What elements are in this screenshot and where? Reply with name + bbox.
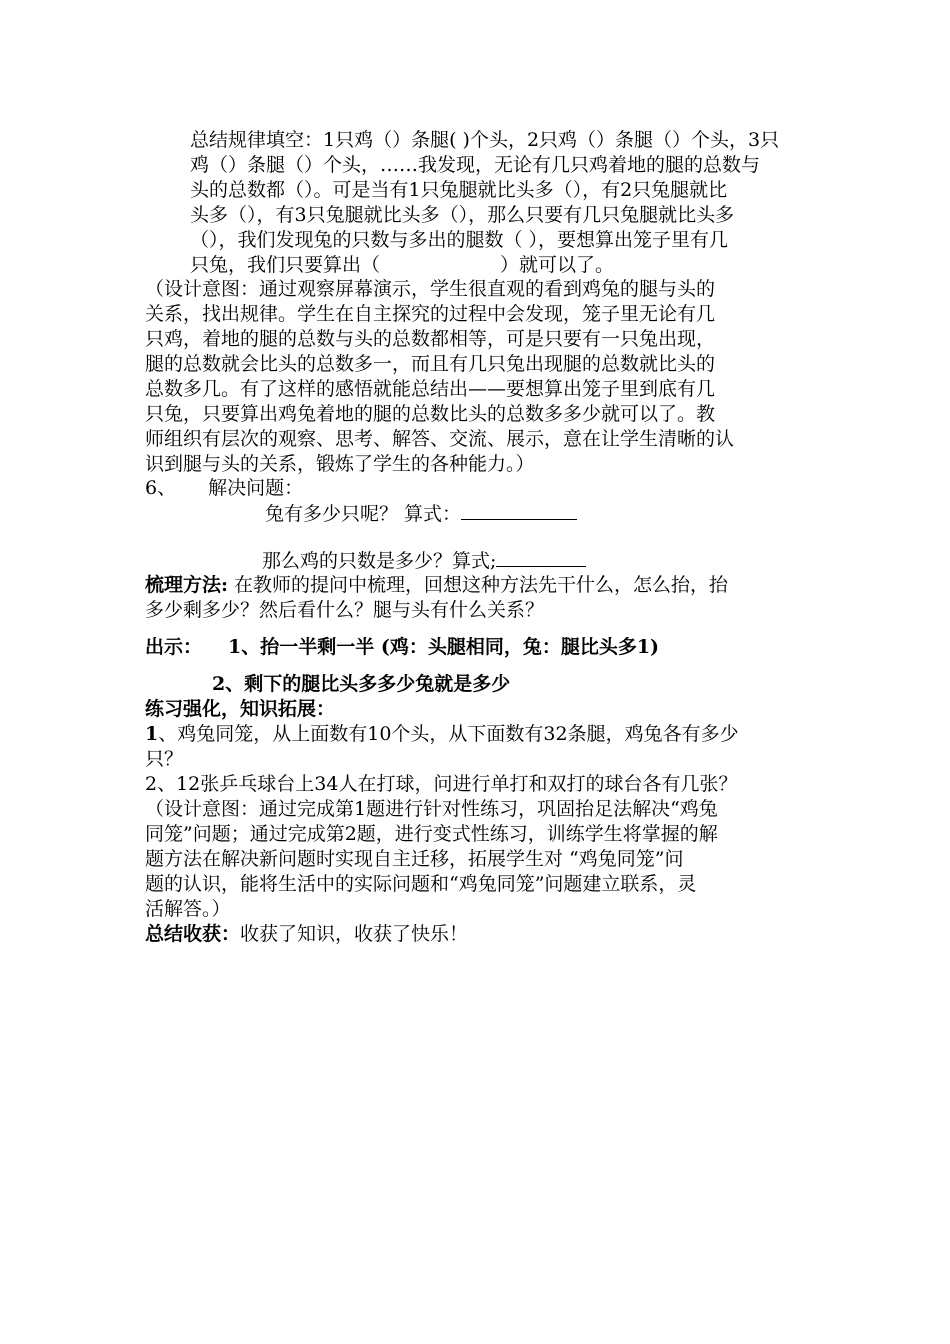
design-intent-1-line-3: 只鸡，着地的腿的总数与头的总数都相等，可是只要有一只兔出现， (145, 328, 716, 350)
summary-fill-line-1: 总结规律填空：1只鸡（）条腿( )个头，2只鸡（）条腿（）个头，3只 (190, 129, 780, 151)
rabbit-answer-line (461, 501, 577, 520)
design-intent-2-line-4: 题的认识，能将生活中的实际问题和“鸡兔同笼”问题建立联系，灵 (145, 873, 697, 895)
summary-fill-line-2: 鸡（）条腿（）个头，……我发现，无论有几只鸡着地的腿的总数与 (190, 154, 761, 176)
design-intent-2-line-1: （设计意图：通过完成第1题进行针对性练习，巩固抬足法解决“鸡兔 (145, 798, 718, 820)
chicken-answer-line (496, 548, 586, 567)
summary-line (145, 922, 468, 946)
practice-q1-line-2: 只？ (145, 748, 184, 770)
summary-fill-line-3: 头的总数都（）。可是当有1只兔腿就比头多（），有2只兔腿就比 (190, 179, 728, 201)
practice-q1-text: 、鸡兔同笼，从上面数有10个头，从下面数有32条腿，鸡兔各有多少 (158, 723, 739, 745)
show-item-2: 2、剩下的腿比头多多少兔就是多少 (212, 673, 511, 695)
step-6-title: 解决问题： (208, 477, 304, 499)
practice-q1-number: 1 (145, 723, 159, 745)
summary-fill-line-5: （），我们发现兔的只数与多出的腿数（ ），要想算出笼子里有几 (190, 229, 729, 251)
method-line-1 (145, 573, 728, 597)
design-intent-1-line-1: （设计意图：通过观察屏幕演示，学生很直观的看到鸡兔的腿与头的 (145, 278, 716, 300)
design-intent-2-line-5: 活解答。） (145, 898, 231, 920)
summary-fill-line-4: 头多（），有3只兔腿就比头多（），那么只要有几只兔腿就比头多 (190, 204, 735, 226)
design-intent-1-line-6: 只兔，只要算出鸡兔着地的腿的总数比头的总数多多少就可以了。教 (145, 403, 716, 425)
practice-q1-line-1 (145, 722, 739, 746)
design-intent-1-line-5: 总数多几。有了这样的感悟就能总结出——要想算出笼子里到底有几 (145, 378, 716, 400)
step-6-heading (145, 476, 303, 500)
method-label: 梳理方法: (145, 574, 229, 596)
summary-fill-line-6 (190, 253, 614, 277)
chicken-question-text: 那么鸡的只数是多少？算式; (262, 550, 497, 572)
show-line-1 (145, 635, 659, 659)
method-line-2: 多少剩多少？然后看什么？腿与头有什么关系？ (145, 599, 545, 621)
show-item-1: 1、抬一半剩一半 (鸡：头腿相同，兔：腿比头多1) (228, 636, 660, 658)
summary-label: 总结收获： (145, 923, 241, 945)
rabbit-question (265, 501, 577, 526)
summary-fill-line-6-end: ）就可以了。 (500, 254, 615, 276)
rabbit-question-text: 兔有多少只呢？ 算式： (265, 503, 462, 525)
design-intent-1-line-4: 腿的总数就会比头的总数多一，而且有几只兔出现腿的总数就比头的 (145, 353, 716, 375)
summary-text: 收获了知识，收获了快乐！ (240, 923, 469, 945)
design-intent-1-line-8: 识到腿与头的关系，锻炼了学生的各种能力。） (145, 453, 535, 475)
design-intent-1-line-7: 师组织有层次的观察、思考、解答、交流、展示，意在让学生清晰的认 (145, 428, 735, 450)
method-text-1: 在教师的提问中梳理，回想这种方法先干什么，怎么抬，抬 (228, 574, 729, 596)
design-intent-1-line-2: 关系，找出规律。学生在自主探究的过程中会发现，笼子里无论有几 (145, 303, 716, 325)
design-intent-2-line-2: 同笼”问题；通过完成第2题，进行变式性练习，训练学生将掌握的解 (145, 823, 718, 845)
practice-q2: 2、12张乒乓球台上34人在打球，问进行单打和双打的球台各有几张？ (145, 773, 738, 795)
show-label: 出示： (145, 636, 203, 658)
chicken-question (262, 548, 586, 573)
step-6-number: 6、 (145, 477, 177, 499)
practice-heading: 练习强化，知识拓展： (145, 698, 336, 720)
design-intent-2-line-3: 题方法在解决新问题时实现自主迁移，拓展学生对 “鸡兔同笼”问 (145, 848, 684, 870)
summary-fill-line-6-start: 只兔，我们只要算出（ (190, 254, 381, 276)
